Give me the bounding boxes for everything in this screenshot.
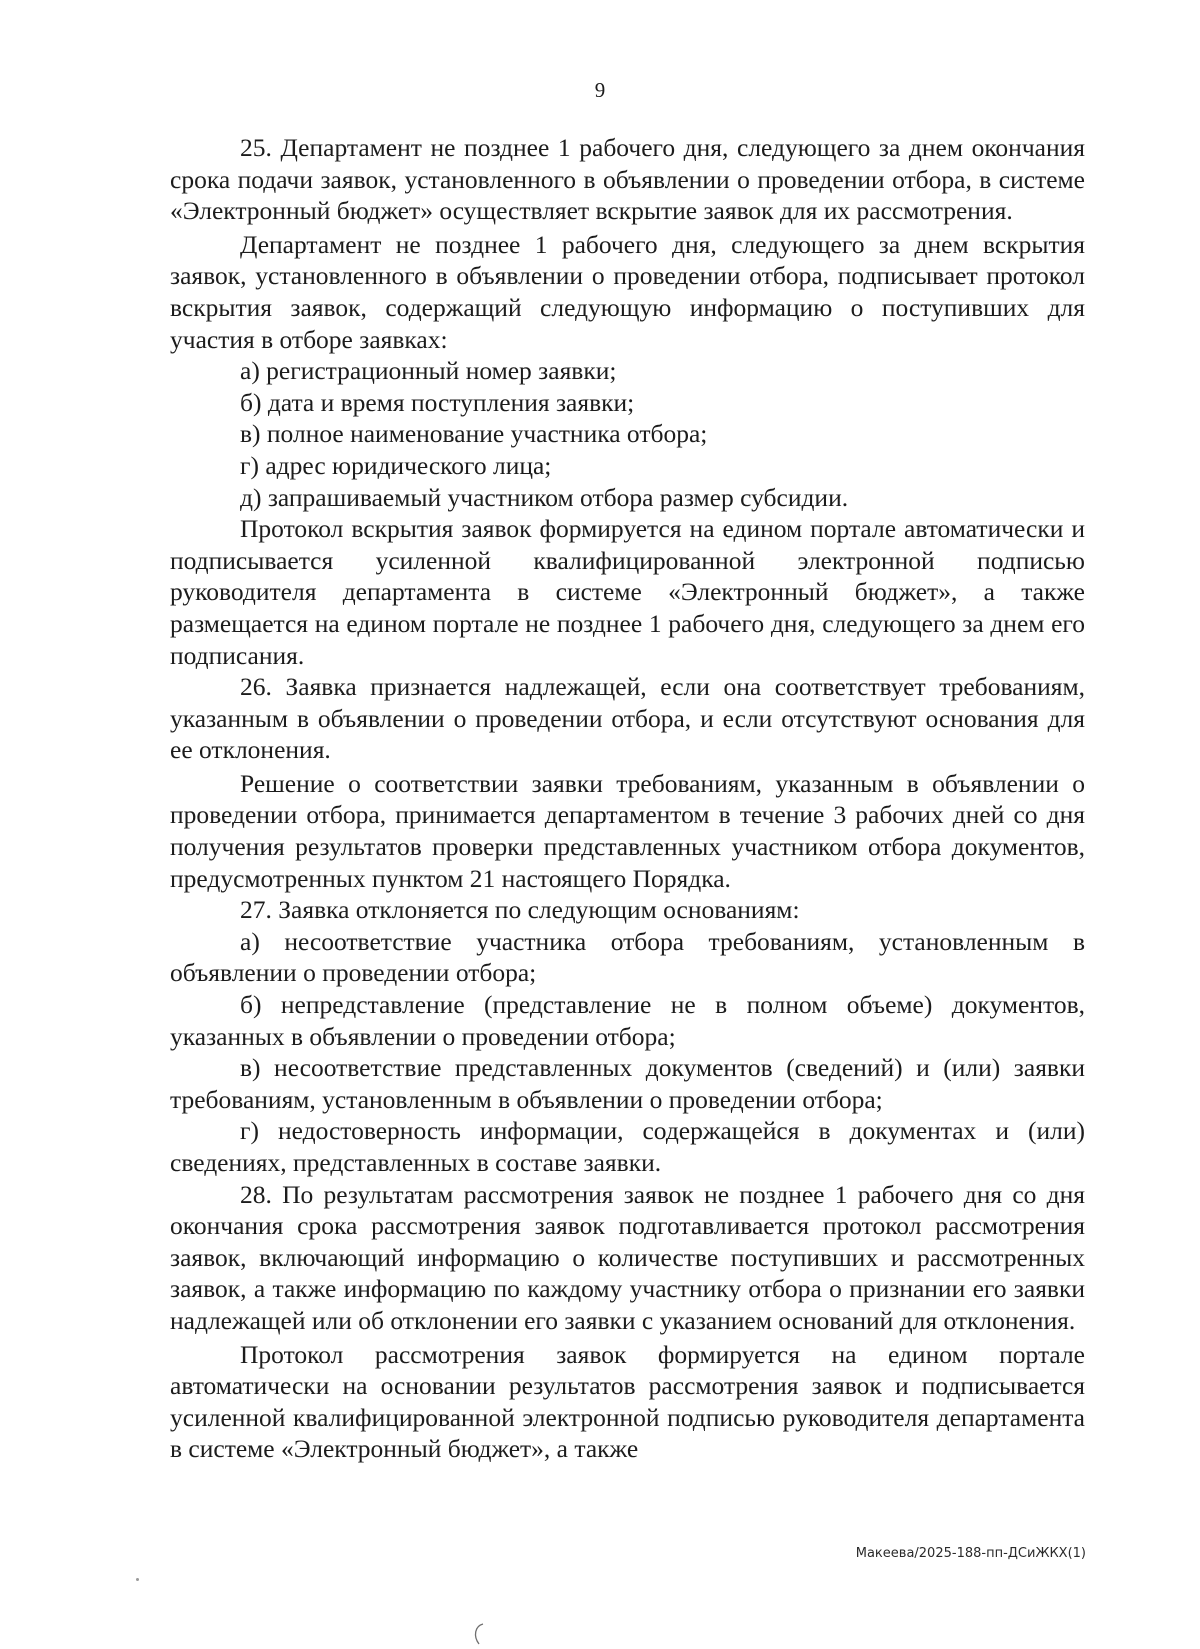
document-body bbox=[170, 132, 1085, 1465]
scan-mark-icon bbox=[470, 1622, 488, 1646]
document-code: Макеева/2025-188-пп-ДСиЖКХ(1) bbox=[855, 1546, 1086, 1561]
paragraph-26: 26. Заявка признается надлежащей, если она соответствует требованиям, указанным в объявлении о проведении отбора, и если отсутствуют основания для ее отклонения. bbox=[170, 672, 1085, 765]
scan-speck bbox=[136, 1578, 139, 1581]
paragraph-25: 25. Департамент не позднее 1 рабочего дня, следующего за днем окончания срока подачи заявок, установленного в объявлении о проведении отбора, в системе «Электронный бюджет» осуществляет вскрытие заявок для их рассмотрения. bbox=[170, 133, 1085, 226]
list-item-b-date-time: б) дата и время поступления заявки; bbox=[240, 387, 635, 417]
list-item-a-registration-number: а) регистрационный номер заявки; bbox=[240, 356, 617, 386]
list-item-a-noncompliance: а) несоответствие участника отбора требованиям, установленным в объявлении о проведении отбора; bbox=[170, 926, 1085, 988]
list-item-v-full-name: в) полное наименование участника отбора; bbox=[240, 419, 708, 449]
paragraph-28: 28. По результатам рассмотрения заявок не позднее 1 рабочего дня со дня окончания срока рассмотрения заявок подготавливается протокол рассмотрения заявок, включающий информацию о количестве поступивших и рассмотренных заявок, а также информацию по каждому участнику отбора о признании его заявки надлежащей или об отклонении его заявки с указанием оснований для отклонения. bbox=[170, 1179, 1085, 1335]
paragraph-opening-protocol: Департамент не позднее 1 рабочего дня, следующего за днем вскрытия заявок, установленного в объявлении о проведении отбора, подписывает протокол вскрытия заявок, содержащий следующую информацию о поступивших для участия в отборе заявках: bbox=[170, 229, 1085, 354]
paragraph-27: 27. Заявка отклоняется по следующим основаниям: bbox=[240, 895, 800, 925]
list-item-v-document-noncompliance: в) несоответствие представленных документов (сведений) и (или) заявки требованиям, установленным в объявлении о проведении отбора; bbox=[170, 1053, 1085, 1114]
paragraph-compliance-decision: Решение о соответствии заявки требованиям, указанным в объявлении о проведении отбора, принимается департаментом в течение 3 рабочих дней со дня получения результатов проверки представленных участником отбора документов, предусмотренных пунктом 21 настоящего Порядка. bbox=[170, 768, 1085, 893]
list-item-g-legal-address: г) адрес юридического лица; bbox=[240, 450, 552, 480]
list-item-d-subsidy-amount: д) запрашиваемый участником отбора размер субсидии. bbox=[240, 482, 849, 512]
paragraph-review-protocol: Протокол рассмотрения заявок формируется на едином портале автоматически на основании результатов рассмотрения заявок и подписывается усиленной квалифицированной электронной подписью руководителя департамента в системе «Электронный бюджет», а также bbox=[170, 1339, 1085, 1464]
list-item-g-inaccuracy: г) недостоверность информации, содержащейся в документах и (или) сведениях, представленных в составе заявки. bbox=[170, 1116, 1085, 1177]
page-number: 9 bbox=[594, 78, 606, 102]
paragraph-protocol-formation: Протокол вскрытия заявок формируется на едином портале автоматически и подписывается усиленной квалифицированной электронной подписью руководителя департамента в системе «Электронный бюджет», а также размещается на едином портале не позднее 1 рабочего дня, следующего за днем его подписания. bbox=[170, 514, 1085, 670]
list-item-b-nonsubmission: б) непредставление (представление не в полном объеме) документов, указанных в объявлении о проведении отбора; bbox=[170, 990, 1085, 1051]
